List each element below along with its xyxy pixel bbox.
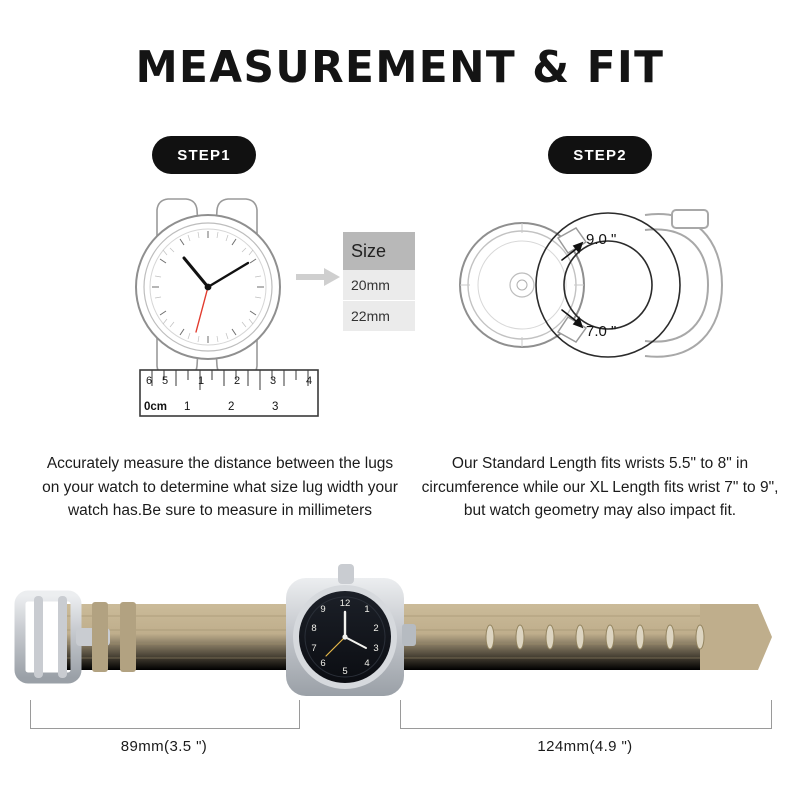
step-1-badge: STEP1	[152, 136, 256, 174]
svg-text:6: 6	[320, 658, 326, 669]
svg-text:5: 5	[162, 375, 169, 387]
wrist-fit-graphic	[440, 180, 770, 440]
ruler-icon	[140, 370, 318, 416]
measure-bracket-left	[30, 700, 300, 729]
svg-text:3: 3	[373, 643, 379, 654]
measure-label-left: 89mm(3.5 ")	[120, 738, 208, 755]
svg-text:4: 4	[306, 375, 313, 387]
watch-side-icon	[460, 223, 586, 347]
keeper-loop	[120, 602, 136, 672]
wrist-label-inner: 7.0 "	[586, 323, 617, 340]
step-1-illustration	[100, 180, 410, 440]
svg-text:8: 8	[311, 623, 317, 634]
svg-text:1: 1	[364, 604, 370, 615]
size-chart-header: Size	[343, 232, 415, 270]
svg-text:1: 1	[184, 401, 191, 413]
svg-text:3: 3	[272, 401, 279, 413]
watch-head	[286, 564, 416, 696]
svg-text:0cm: 0cm	[144, 401, 168, 413]
step-1-caption: Accurately measure the distance between the lugs on your watch to determine what size lug width your watch has.Be sure to measure in millimeters	[42, 455, 398, 520]
wrist-label-outer: 9.0 "	[586, 231, 617, 248]
svg-text:6: 6	[146, 375, 153, 387]
svg-text:12: 12	[339, 598, 351, 609]
step-2-illustration	[440, 180, 770, 440]
size-chart	[343, 232, 415, 332]
svg-text:3: 3	[270, 375, 277, 387]
watch-face-icon	[136, 199, 280, 377]
measure-bracket-right	[400, 700, 772, 729]
nato-strap-graphic	[0, 556, 800, 716]
measure-label-right: 124mm(4.9 ")	[537, 738, 633, 755]
svg-text:9: 9	[320, 604, 326, 615]
size-option-22mm[interactable]: 22mm	[343, 301, 415, 332]
svg-text:2: 2	[373, 623, 379, 634]
step-2-badge: STEP2	[548, 136, 652, 174]
svg-text:2: 2	[234, 375, 241, 387]
svg-text:7: 7	[311, 643, 317, 654]
svg-text:1: 1	[198, 375, 205, 387]
page-title: MEASUREMENT & FIT	[135, 42, 665, 93]
right-arrow-icon	[296, 268, 340, 286]
svg-text:2: 2	[228, 401, 235, 413]
step-2-caption: Our Standard Length fits wrists 5.5" to 8" in circumference while our XL Length fits wrist 7" to 9", but watch geometry may also impact fit.	[421, 455, 779, 520]
size-option-20mm[interactable]: 20mm	[343, 270, 415, 301]
svg-text:5: 5	[342, 666, 348, 677]
keeper-loop	[92, 602, 108, 672]
svg-text:4: 4	[364, 658, 370, 669]
product-photo	[0, 556, 800, 716]
